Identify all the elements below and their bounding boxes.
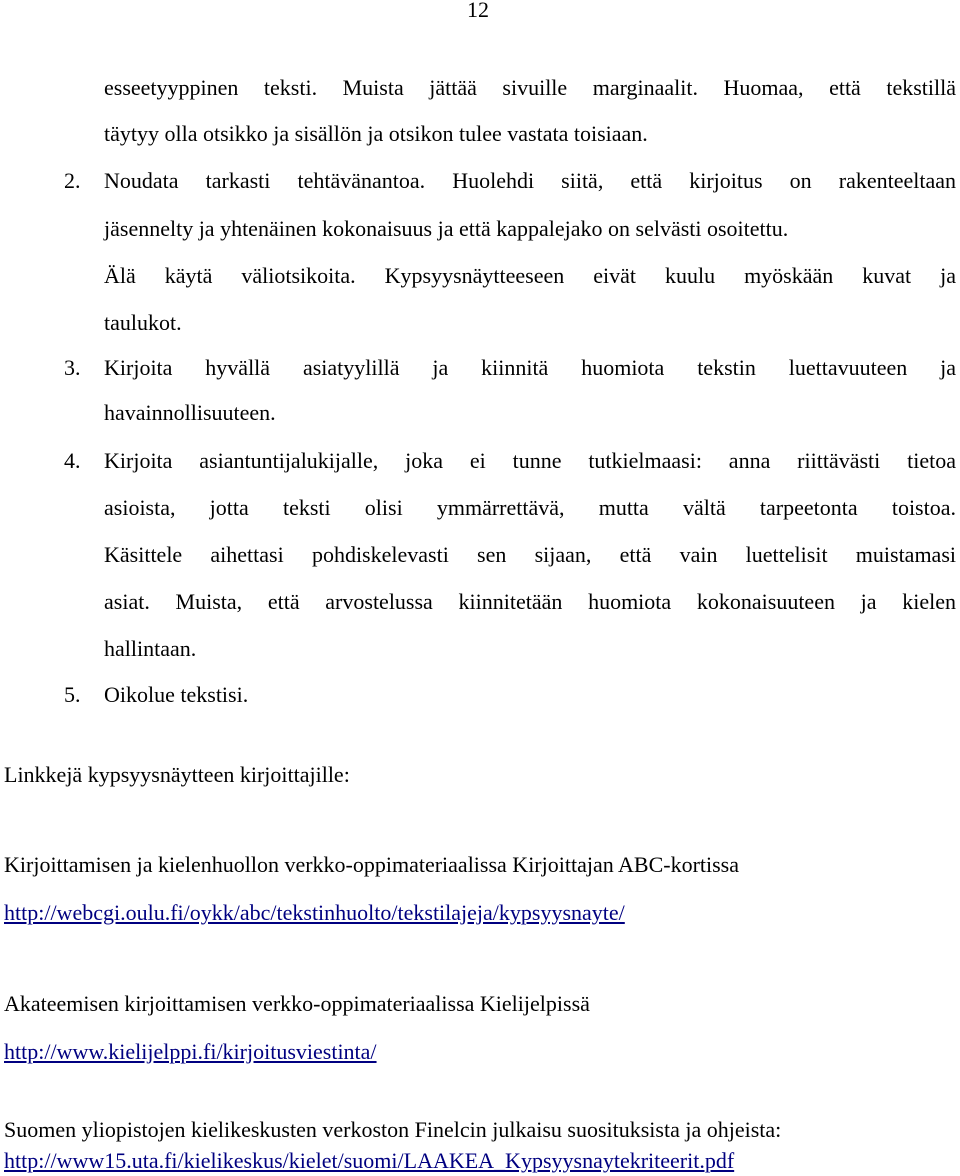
list-line: Noudata tarkasti tehtävänantoa. Huolehdi siitä, että kirjoitus on rakenteeltaan [104,168,956,193]
list-line: Älä käytä väliotsikoita. Kypsyysnäytteeseen eivät kuulu myöskään kuvat ja [104,263,956,288]
resource-title: Suomen yliopistojen kielikeskusten verkoston Finelcin julkaisu suosituksista ja ohjeista: [4,1117,782,1142]
list-number: 4. [64,448,81,473]
list-line: jäsennelty ja yhtenäinen kokonaisuus ja että kappalejako on selvästi osoitettu. [104,216,789,241]
list-line: taulukot. [104,310,182,335]
resource-title: Kirjoittamisen ja kielenhuollon verkko-oppimateriaalissa Kirjoittajan ABC-kortissa [4,852,740,877]
list-line: Kirjoita asiantuntijalukijalle, joka ei tunne tutkielmaasi: anna riittävästi tietoa [104,448,956,473]
list-line: Kirjoita hyvällä asiatyylillä ja kiinnitä huomiota tekstin luettavuuteen ja [104,355,956,380]
resource-link[interactable]: http://www.kielijelppi.fi/kirjoitusviestinta/ [4,1039,377,1064]
list-line: havainnollisuuteen. [104,400,276,425]
list-number: 5. [64,682,81,707]
links-heading: Linkkejä kypsyysnäytteen kirjoittajille: [4,762,350,787]
list-line: täytyy olla otsikko ja sisällön ja otsikon tulee vastata toisiaan. [104,121,648,146]
list-line: hallintaan. [104,636,197,661]
resource-link[interactable]: http://webcgi.oulu.fi/oykk/abc/tekstinhuolto/tekstilajeja/kypsyysnayte/ [4,900,625,925]
page-number: 12 [467,0,489,22]
list-line: asioista, jotta teksti olisi ymmärrettävä, mutta vältä tarpeetonta toistoa. [104,495,956,520]
list-line: Oikolue tekstisi. [104,682,249,707]
list-line: Käsittele aihettasi pohdiskelevasti sen sijaan, että vain luettelisit muistamasi [104,542,956,567]
resource-title: Akateemisen kirjoittamisen verkko-oppimateriaalissa Kielijelpissä [4,991,590,1016]
list-number: 2. [64,168,81,193]
list-number: 3. [64,355,81,380]
resource-link[interactable]: http://www15.uta.fi/kielikeskus/kielet/suomi/LAAKEA_Kypsyysnaytekriteerit.pdf [4,1148,735,1173]
list-line: asiat. Muista, että arvostelussa kiinnitetään huomiota kokonaisuuteen ja kielen [104,589,956,614]
list-line: esseetyyppinen teksti. Muista jättää sivuille marginaalit. Huomaa, että tekstillä [104,75,956,100]
